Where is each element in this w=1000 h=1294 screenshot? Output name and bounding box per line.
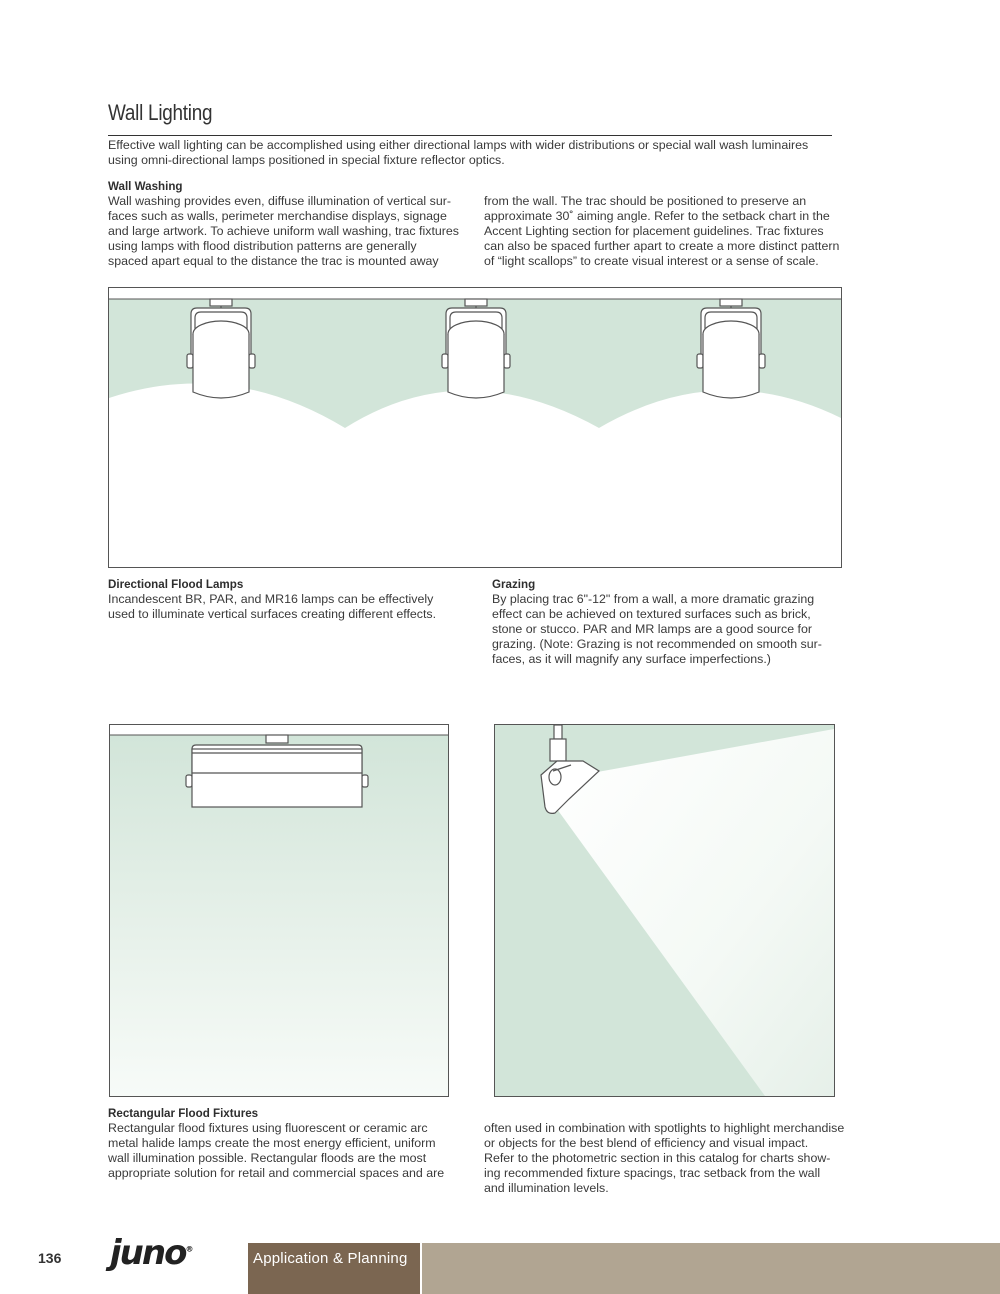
text-line: Incandescent BR, PAR, and MR16 lamps can be effectively <box>108 592 434 606</box>
text-line: often used in combination with spotlights to highlight merchandise <box>484 1121 845 1135</box>
track-fixture-icon <box>697 299 765 398</box>
text-line: from the wall. The trac should be positioned to preserve an <box>484 194 807 208</box>
text-line: wall illumination possible. Rectangular floods are the most <box>108 1151 427 1165</box>
text-line: Accent Lighting section for placement guidelines. Trac fixtures <box>484 224 824 238</box>
logo-text: juno <box>110 1233 186 1273</box>
grazing-illustration <box>494 724 835 1097</box>
track-fixture-icon <box>187 299 255 398</box>
text-line: using lamps with flood distribution patterns are generally <box>108 239 417 253</box>
page-number: 136 <box>38 1250 62 1266</box>
text-line: faces, as it will magnify any surface imperfections.) <box>492 652 771 666</box>
directional-flood-heading: Directional Flood Lamps <box>108 578 244 591</box>
wall-washing-col1 <box>108 194 470 269</box>
text-line: faces such as walls, perimeter merchandise displays, signage <box>108 209 447 223</box>
rectangular-flood-fixture-icon <box>186 735 368 807</box>
text-line: can also be spaced further apart to create a more distinct pattern <box>484 239 840 253</box>
juno-logo <box>110 1233 193 1273</box>
intro-paragraph: Effective wall lighting can be accomplished using either directional lamps with wider distributions or special wall wash luminaires using omni-directional lamps positioned in special fixture reflector optics. <box>108 138 809 167</box>
rectangular-flood-col2 <box>484 1121 854 1196</box>
wall-washing-illustration <box>108 287 842 568</box>
text-line: Wall washing provides even, diffuse illumination of vertical sur- <box>108 194 451 208</box>
grazing-heading: Grazing <box>492 578 536 591</box>
text-line: ing recommended fixture spacings, trac setback from the wall <box>484 1166 821 1180</box>
directional-flood-text <box>108 592 478 622</box>
text-line: stone or stucco. PAR and MR lamps are a good source for <box>492 622 813 636</box>
footer-section-label: Application & Planning <box>253 1250 408 1267</box>
text-line: spaced apart equal to the distance the trac is mounted away <box>108 254 439 268</box>
wall-washing-col2 <box>484 194 854 269</box>
text-line: approximate 30˚ aiming angle. Refer to the setback chart in the <box>484 209 830 223</box>
text-line: used to illuminate vertical surfaces creating different effects. <box>108 607 437 621</box>
text-line: Refer to the photometric section in this catalog for charts show- <box>484 1151 831 1165</box>
track-fixture-icon <box>442 299 510 398</box>
text-line: metal halide lamps create the most energy efficient, uniform <box>108 1136 436 1150</box>
rectangular-flood-illustration <box>109 724 449 1097</box>
text-line: By placing trac 6"-12" from a wall, a more dramatic grazing <box>492 592 815 606</box>
rectangular-flood-heading: Rectangular Flood Fixtures <box>108 1107 259 1120</box>
text-line: of “light scallops” to create visual interest or a sense of scale. <box>484 254 819 268</box>
text-line: and illumination levels. <box>484 1181 609 1195</box>
text-line: grazing. (Note: Grazing is not recommended on smooth sur- <box>492 637 822 651</box>
title-rule <box>108 135 832 136</box>
page-title: Wall Lighting <box>108 100 213 125</box>
text-line: Rectangular flood fixtures using fluorescent or ceramic arc <box>108 1121 428 1135</box>
text-line: and large artwork. To achieve uniform wall washing, trac fixtures <box>108 224 459 238</box>
text-line: appropriate solution for retail and commercial spaces and are <box>108 1166 445 1180</box>
footer-band-light <box>422 1243 1000 1294</box>
grazing-text <box>492 592 854 667</box>
rectangular-flood-col1 <box>108 1121 470 1181</box>
text-line: effect can be achieved on textured surfaces such as brick, <box>492 607 811 621</box>
registered-mark: ® <box>185 1244 194 1254</box>
text-line: or objects for the best blend of efficiency and visual impact. <box>484 1136 809 1150</box>
wall-washing-heading: Wall Washing <box>108 180 183 193</box>
